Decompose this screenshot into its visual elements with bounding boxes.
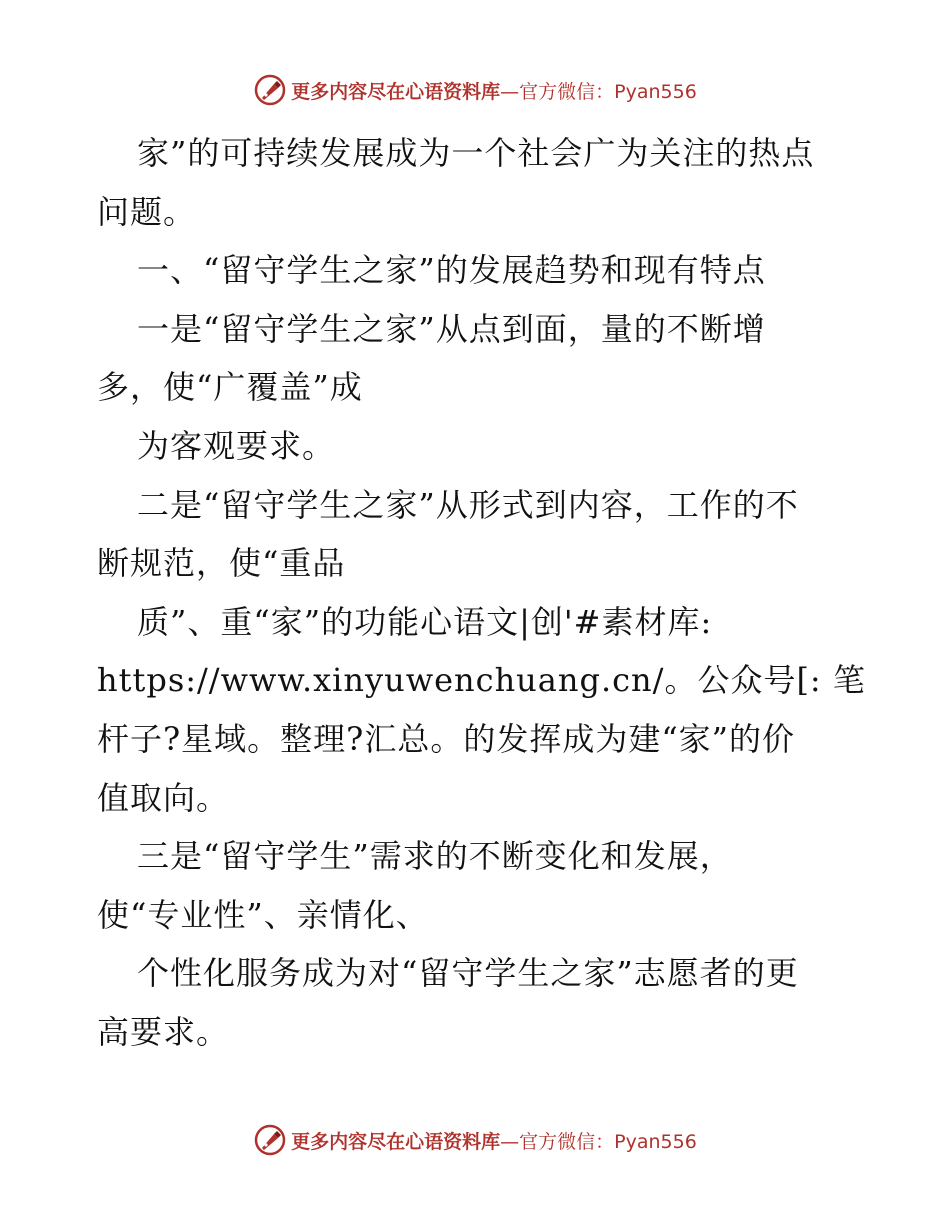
paragraph-line: 二是“留守学生之家”从形式到内容，工作的不 [137,485,799,524]
paragraph-line-url: https://www.xinyuwenchuang.cn/。公众号[: 笔 [97,661,866,700]
paragraph-line: 质”、重“家”的功能心语文|创'#素材库: [137,602,713,641]
footer-wechat: 官方微信：Pyan556 [519,1130,697,1153]
section-heading: 一、“留守学生之家”的发展趋势和现有特点 [137,251,766,290]
pen-nib-logo-icon [253,73,287,107]
paragraph-line: 使“专业性”、亲情化、 [97,895,429,934]
paragraph-line: 杆子?星域。整理?汇总。的发挥成为建“家”的价 [97,719,796,758]
header-brand: 更多内容尽在心语资料库 [291,80,501,103]
paragraph-line: 多，使“广覆盖”成 [97,368,363,407]
paragraph-line: 问题。 [97,192,197,231]
pen-nib-logo-icon [253,1123,287,1157]
paragraph-line: 断规范，使“重品 [97,544,346,583]
footer-dash: — [500,1130,520,1153]
header-banner [0,70,950,110]
paragraph-line: 个性化服务成为对“留守学生之家”志愿者的更 [137,954,799,993]
header-wechat: 官方微信：Pyan556 [519,80,697,103]
paragraph-line: 为客观要求。 [137,426,336,465]
paragraph-line: 一是“留守学生之家”从点到面，量的不断增 [137,309,766,348]
footer-brand: 更多内容尽在心语资料库 [291,1130,501,1153]
footer-text [291,1127,697,1154]
paragraph-line: 家”的可持续发展成为一个社会广为关注的热点 [137,134,815,172]
header-dash: — [500,80,520,103]
header-text [291,77,697,104]
paragraph-line: 高要求。 [97,1012,230,1051]
paragraph-line: 三是“留守学生”需求的不断变化和发展， [137,837,733,876]
document-body [97,124,866,1062]
footer-banner [0,1120,950,1160]
paragraph-line: 值取向。 [97,778,230,817]
